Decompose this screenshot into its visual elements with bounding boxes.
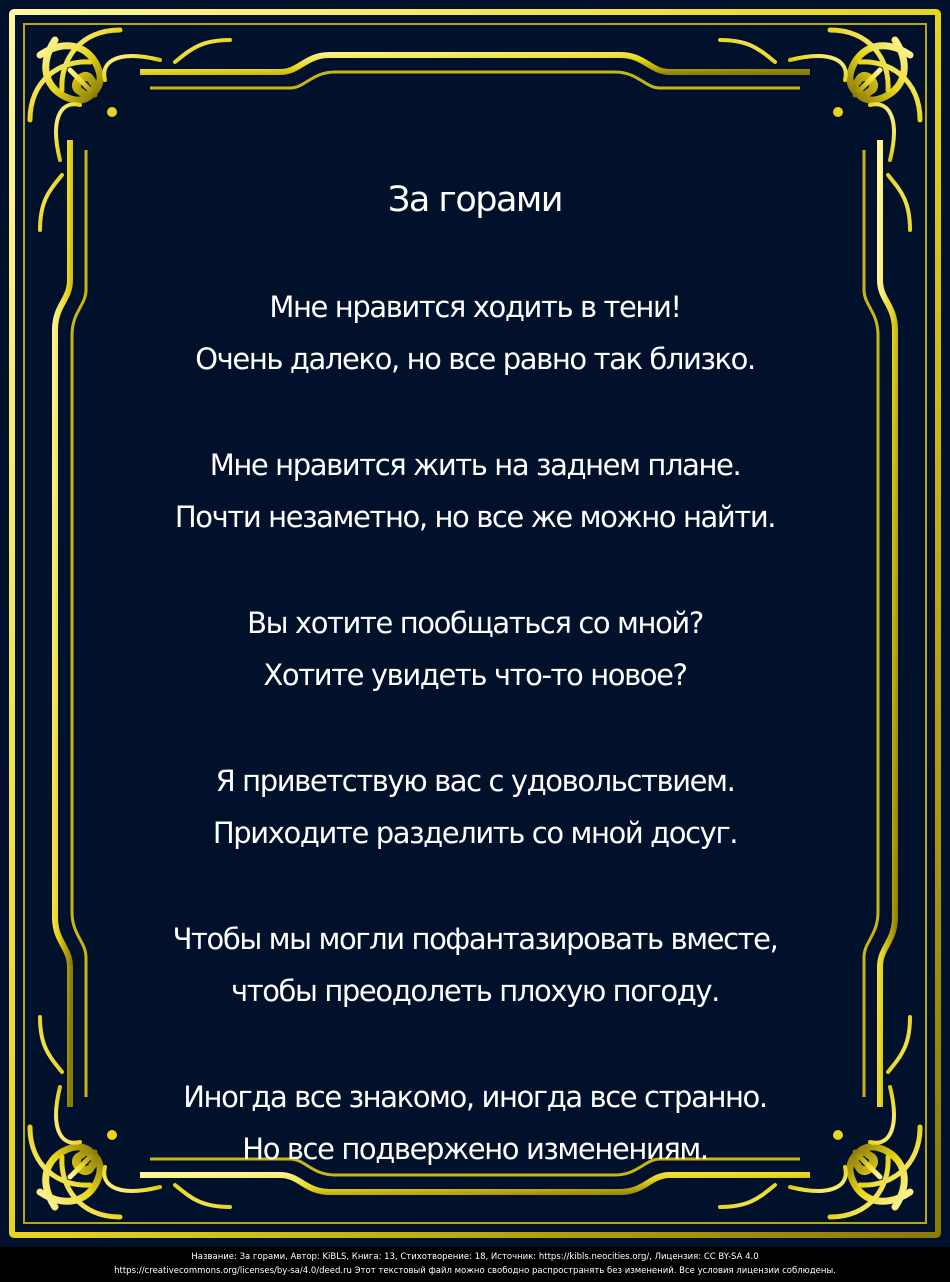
poem-body bbox=[0, 281, 950, 1175]
poem-line: чтобы преодолеть плохую погоду. bbox=[230, 974, 719, 1008]
stanza bbox=[0, 597, 950, 701]
stanza bbox=[0, 913, 950, 1017]
poem-line: Я приветствую вас с удовольствием. bbox=[215, 764, 735, 798]
stanza bbox=[0, 755, 950, 859]
poem-line: Мне нравится жить на заднем плане. bbox=[209, 448, 741, 482]
poem-line: Мне нравится ходить в тени! bbox=[269, 290, 681, 324]
license-footer bbox=[0, 1250, 950, 1278]
poem-line: Очень далеко, но все равно так близко. bbox=[195, 342, 755, 376]
stanza bbox=[0, 1071, 950, 1175]
footer-line-license: https://creativecommons.org/licenses/by-sa/4.0/deed.ru Этот текстовый файл можно свободно распространять без изменений. Все условия лицензии соблюдены. bbox=[114, 1266, 836, 1276]
poem-line: Приходите разделить со мной досуг. bbox=[212, 816, 738, 850]
poem-line: Хотите увидеть что-то новое? bbox=[263, 658, 687, 692]
poem-line: Почти незаметно, но все же можно найти. bbox=[174, 500, 776, 534]
stanza bbox=[0, 439, 950, 543]
poem-line: Но все подвержено изменениям. bbox=[242, 1132, 708, 1166]
poem-line: Иногда все знакомо, иногда все странно. bbox=[183, 1080, 767, 1114]
footer-line-metadata: Название: За горами, Автор: KiBLS, Книга: 13, Стихотворение: 18, Источник: https://kibls.neocities.org/, Лицензия: CC BY-SA 4.0 bbox=[191, 1252, 759, 1262]
poem-line: Вы хотите пообщаться со мной? bbox=[247, 606, 703, 640]
stanza bbox=[0, 281, 950, 385]
poem-title: За горами bbox=[387, 180, 563, 220]
poem-line: Чтобы мы могли пофантазировать вместе, bbox=[172, 922, 778, 956]
